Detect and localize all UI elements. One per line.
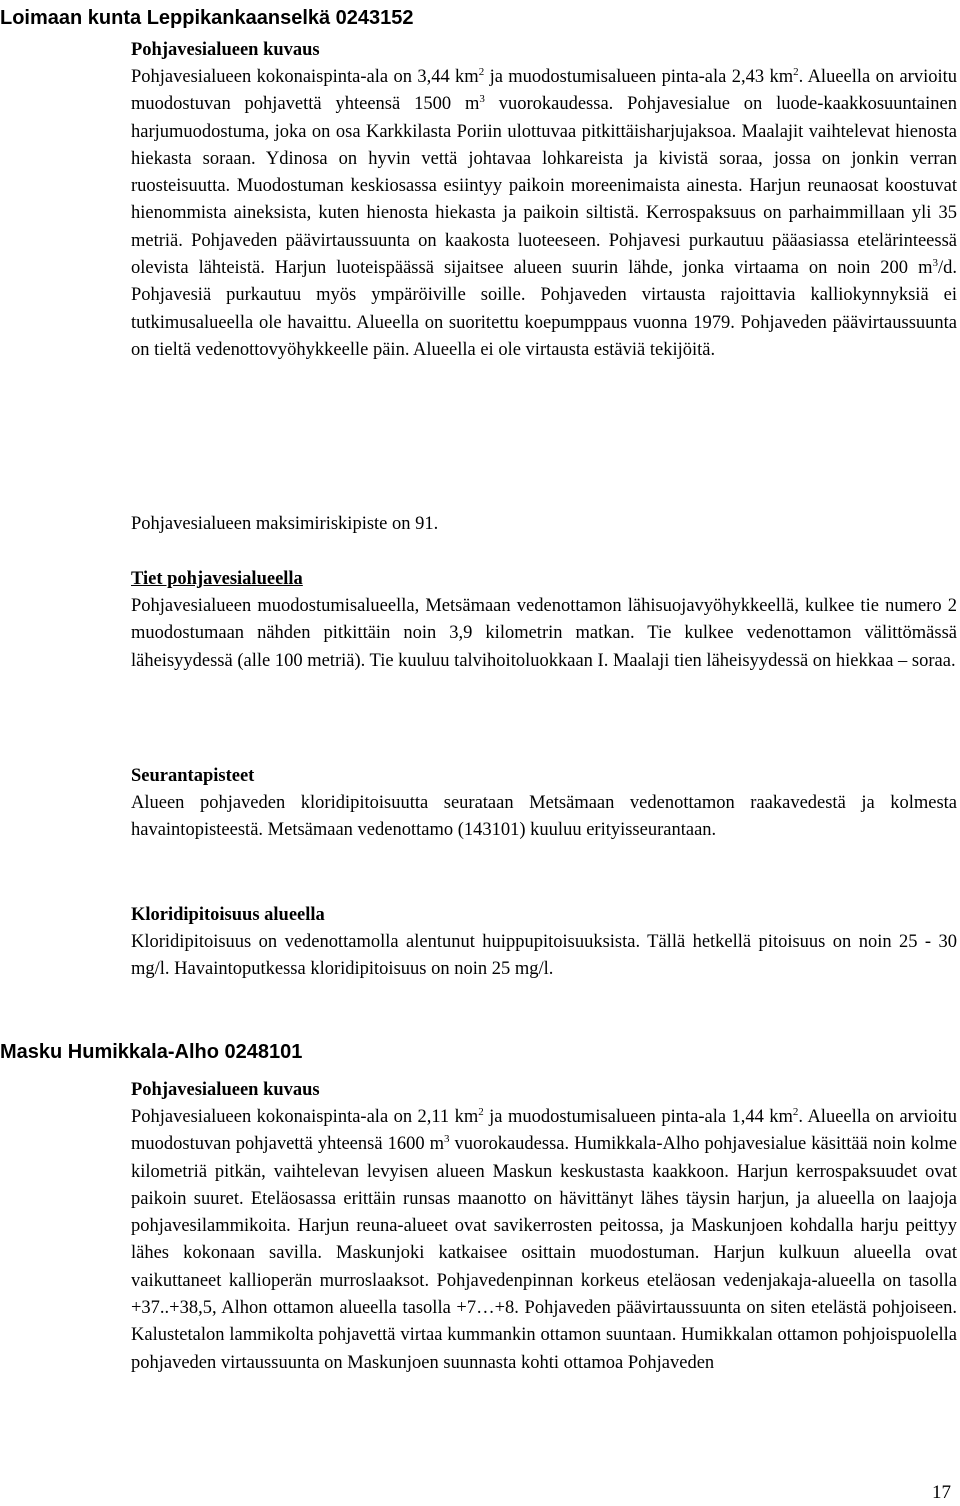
paragraph-kuvaus [131, 64, 957, 364]
section-heading-loimaa: Loimaan kunta Leppikankaanselkä 0243152 [0, 7, 414, 29]
paragraph-riskipiste: Pohjavesialueen maksimiriskipiste on 91. [131, 514, 439, 534]
superscript-2: 2 [478, 66, 485, 78]
kuvaus-text-1: Pohjavesialueen kokonaispinta-ala on 2,11 km [131, 1107, 479, 1127]
subheading-kuvaus: Pohjavesialueen kuvaus [131, 1080, 320, 1100]
superscript-3: 3 [932, 257, 938, 270]
subheading-tiet: Tiet pohjavesialueella [131, 569, 303, 589]
kuvaus-text-2: ja muodostumisalueen pinta-ala 2,43 km [484, 67, 794, 87]
section-seuranta [131, 763, 957, 845]
kuvaus-text-4: vuorokaudessa. Pohjavesialue on luode-kaakkosuuntainen harjumuodostuma, joka on osa Karkkilasta Poriin ulottuvaa pitkittäisharjujaksoa. Maalajit vaihtelevat hienosta hiekasta soraan. Ydinosa on hyvin vettä johtavaa lohkareista ja kivistä soraa, jossa on jonkin verran ruosteisuutta. Muodostuman keskiosassa esiintyy paikoin moreenimaista ainesta. Harjun reunaosat koostuvat hienommista aineksista, kuten hienosta hiekasta ja paikoin siltistä. Kerrospaksuus on parhaimmillaan yli 35 metriä. Pohjaveden päävirtaussuunta on kaakosta luoteeseen. Pohjavesi purkautuu pääasiassa etelärinteessä olevista lähteistä. Harjun luoteispäässä sijaitsee alueen suurin lähde, jonka virtaama on noin 200 m [131, 94, 957, 279]
page-number: 17 [932, 1482, 951, 1503]
section-loimaa-body [131, 37, 957, 364]
paragraph-tiet: Pohjavesialueen muodostumisalueella, Metsämaan vedenottamon lähisuojavyöhykkeellä, kulkee tie numero 2 muodostumaan nähden pitkittäin noin 3,9 kilometrin matkan. Tie kulkee vedenottamon välittömässä läheisyydessä (alle 100 metriä). Tie kuuluu talvihoitoluokkaan I. Maalaji tien läheisyydessä on hiekkaa – soraa. [131, 596, 957, 671]
section-kloridi [131, 902, 957, 984]
subheading-seuranta: Seurantapisteet [131, 766, 255, 786]
superscript-2: 2 [478, 1106, 484, 1118]
superscript-2: 2 [793, 66, 799, 78]
paragraph-kloridi: Kloridipitoisuus on vedenottamolla alentunut huippupitoisuuksista. Tällä hetkellä pitoisuus on noin 25 - 30 mg/l. Havaintoputkessa kloridipitoisuus on noin 25 mg/l. [131, 932, 957, 980]
subheading-kloridi: Kloridipitoisuus alueella [131, 905, 325, 925]
section-heading-masku: Masku Humikkala-Alho 0248101 [0, 1041, 303, 1063]
paragraph-seuranta: Alueen pohjaveden kloridipitoisuutta seurataan Metsämaan vedenottamon raakavedestä ja kolmesta havaintopisteestä. Metsämaan vedenottamo (143101) kuuluu erityisseurantaan. [131, 793, 957, 841]
superscript-2: 2 [792, 1106, 799, 1118]
kuvaus-text-3: . Alueella on arvioitu muodostuvan pohjavettä yhteensä 1500 m [131, 67, 957, 115]
kuvaus-text-1: Pohjavesialueen kokonaispinta-ala on 3,44 km [131, 67, 479, 87]
superscript-3: 3 [479, 93, 485, 106]
paragraph-kuvaus [131, 1104, 957, 1377]
kuvaus-text-3: . Alueella on arvioitu muodostuvan pohjavettä yhteensä 1600 m [131, 1107, 957, 1155]
section-tiet [131, 566, 957, 675]
kuvaus-text-4: vuorokaudessa. Humikkala-Alho pohjavesialue käsittää noin kolme kilometriä pitkän, vaihtelevan levyisen alueen Maskun keskustasta kaakkoon. Harjun kerrospaksuudet ovat paikoin suuret. Eteläosassa erittäin runsas maanotto on hävittänyt lähes täysin harjun, ja alueella on laajoja pohjavesilammikoita. Harjun reuna-alueet ovat savikerrosten peitossa, ja Maskunjoen kohdalla harju peittyy lähes kokonaan savilla. Maskunjoki katkaisee osittain muodostuman. Harjun kulkuun alueella ovat vaikuttaneet kallioperän murroslaaksot. Pohjavedenpinnan korkeus eteläosan vedenjakaja-alueella on tasolla +37..+38,5, Alhon ottamon alueella tasolla +7…+8. Pohjaveden päävirtaussuunta on siten etelästä pohjoiseen. Kalustetalon lammikolta pohjavettä virtaa kummankin ottamon suuntaan. Humikkalan ottamon pohjoispuolella pohjaveden virtaussuunta on Maskunjoen suunnasta kohti ottamoa Pohjaveden [131, 1134, 958, 1373]
subheading-kuvaus: Pohjavesialueen kuvaus [131, 40, 320, 60]
kuvaus-text-2: ja muodostumisalueen pinta-ala 1,44 km [483, 1107, 793, 1127]
section-masku-body [131, 1077, 957, 1377]
kuvaus-text-5: /d. Pohjavesiä purkautuu myös ympäröiville soille. Pohjaveden virtausta rajoittavia kalliokynnyksiä ei tutkimusalueella ole havaittu. Alueella on suoritettu koepumppaus vuonna 1979. Pohjaveden päävirtaussuunta on tieltä vedenottovyöhykkeelle päin. Alueella ei ole virtausta estäviä tekijöitä. [131, 258, 957, 360]
superscript-3: 3 [444, 1133, 450, 1146]
